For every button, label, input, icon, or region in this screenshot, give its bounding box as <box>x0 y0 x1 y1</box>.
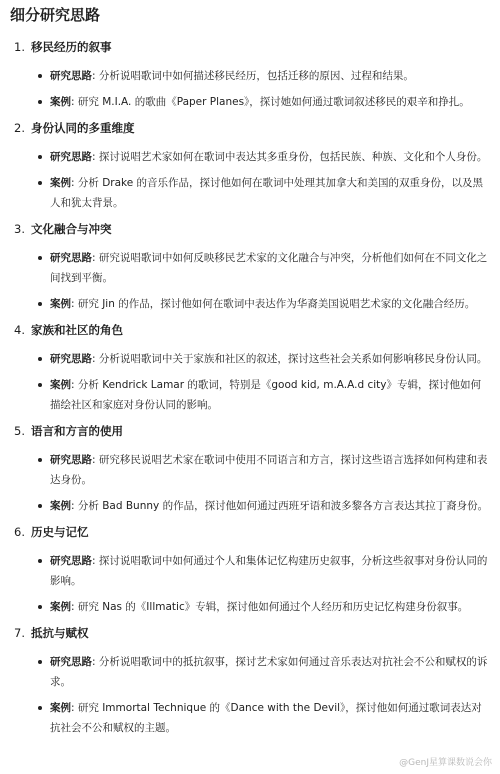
section-number: 7. <box>14 626 25 640</box>
list-item <box>10 66 490 86</box>
section-list <box>10 38 490 738</box>
item-text: : 研究 M.I.A. 的歌曲《Paper Planes》，探讨她如何通过歌词叙述移民的艰辛和挣扎。 <box>71 96 470 108</box>
item-label: 案例 <box>50 96 71 108</box>
item-text: : 探讨说唱歌词中如何通过个人和集体记忆构建历史叙事，分析这些叙事对身份认同的影响。 <box>50 555 488 587</box>
list-item <box>10 450 490 490</box>
list-item <box>10 496 490 516</box>
section-4 <box>10 321 490 415</box>
item-text: : 研究移民说唱艺术家在歌词中使用不同语言和方言，探讨这些语言选择如何构建和表达身份。 <box>50 454 488 486</box>
list-item <box>10 294 490 314</box>
item-label: 研究思路 <box>50 353 92 365</box>
bullet-list <box>10 66 490 112</box>
bullet-list <box>10 349 490 415</box>
item-label: 案例 <box>50 177 71 189</box>
list-item <box>10 652 490 692</box>
item-text: : 研究 Jin 的作品，探讨他如何在歌词中表达作为华裔美国说唱艺术家的文化融合经历。 <box>71 298 476 310</box>
section-heading <box>14 220 490 238</box>
item-text: : 分析 Drake 的音乐作品，探讨他如何在歌词中处理其加拿大和美国的双重身份，以及黑人和犹太背景。 <box>50 177 484 209</box>
item-label: 研究思路 <box>50 151 92 163</box>
section-title: 语言和方言的使用 <box>30 424 123 438</box>
item-label: 案例 <box>50 601 71 613</box>
page-title: 细分研究思路 <box>10 6 101 24</box>
section-title: 移民经历的叙事 <box>30 40 112 54</box>
section-number: 4. <box>14 323 25 337</box>
item-label: 案例 <box>50 379 71 391</box>
list-item <box>10 248 490 288</box>
section-title: 历史与记忆 <box>30 525 89 539</box>
section-number: 5. <box>14 424 25 438</box>
section-5 <box>10 422 490 516</box>
item-text: : 研究 Nas 的《Illmatic》专辑，探讨他如何通过个人经历和历史记忆构建身份叙事。 <box>71 601 469 613</box>
item-text: : 分析说唱歌词中的抵抗叙事，探讨艺术家如何通过音乐表达对抗社会不公和赋权的诉求。 <box>50 656 488 688</box>
item-label: 案例 <box>50 298 71 310</box>
item-label: 研究思路 <box>50 252 92 264</box>
item-text: : 分析说唱歌词中如何描述移民经历，包括迁移的原因、过程和结果。 <box>92 70 414 82</box>
list-item <box>10 173 490 213</box>
section-6 <box>10 523 490 617</box>
item-text: : 分析 Bad Bunny 的作品，探讨他如何通过西班牙语和波多黎各方言表达其拉丁裔身份。 <box>71 500 489 512</box>
list-item <box>10 375 490 415</box>
bullet-list <box>10 147 490 213</box>
watermark: @GenJ星算课数说会你 <box>399 758 492 768</box>
list-item <box>10 597 490 617</box>
section-heading <box>14 321 490 339</box>
section-title: 抵抗与赋权 <box>30 626 89 640</box>
section-title: 文化融合与冲突 <box>30 222 112 236</box>
list-item <box>10 551 490 591</box>
bullet-list <box>10 248 490 314</box>
item-text: : 分析说唱歌词中关于家族和社区的叙述，探讨这些社会关系如何影响移民身份认同。 <box>92 353 488 365</box>
item-text: : 研究 Immortal Technique 的《Dance with the Devil》，探讨他如何通过歌词表达对抗社会不公和赋权的主题。 <box>50 702 482 734</box>
item-text: : 探讨说唱艺术家如何在歌词中表达其多重身份，包括民族、种族、文化和个人身份。 <box>92 151 488 163</box>
bullet-list <box>10 450 490 516</box>
section-1 <box>10 38 490 112</box>
section-2 <box>10 119 490 213</box>
list-item <box>10 147 490 167</box>
bullet-list <box>10 652 490 738</box>
section-number: 2. <box>14 121 25 135</box>
item-label: 案例 <box>50 500 71 512</box>
list-item <box>10 349 490 369</box>
section-heading <box>14 422 490 440</box>
item-text: : 分析 Kendrick Lamar 的歌词，特别是《good kid, m.A.A.d city》专辑，探讨他如何描绘社区和家庭对身份认同的影响。 <box>50 379 481 411</box>
bullet-list <box>10 551 490 617</box>
item-label: 研究思路 <box>50 656 92 668</box>
item-label: 研究思路 <box>50 454 92 466</box>
section-heading <box>14 624 490 642</box>
list-item <box>10 698 490 738</box>
item-label: 案例 <box>50 702 71 714</box>
section-heading <box>14 38 490 56</box>
section-7 <box>10 624 490 738</box>
section-number: 6. <box>14 525 25 539</box>
section-title: 身份认同的多重维度 <box>30 121 135 135</box>
item-text: : 研究说唱歌词中如何反映移民艺术家的文化融合与冲突，分析他们如何在不同文化之间找到平衡。 <box>50 252 488 284</box>
section-title: 家族和社区的角色 <box>30 323 123 337</box>
list-item <box>10 92 490 112</box>
section-3 <box>10 220 490 314</box>
section-heading <box>14 119 490 137</box>
section-number: 1. <box>14 40 25 54</box>
item-label: 研究思路 <box>50 70 92 82</box>
section-number: 3. <box>14 222 25 236</box>
section-heading <box>14 523 490 541</box>
item-label: 研究思路 <box>50 555 92 567</box>
